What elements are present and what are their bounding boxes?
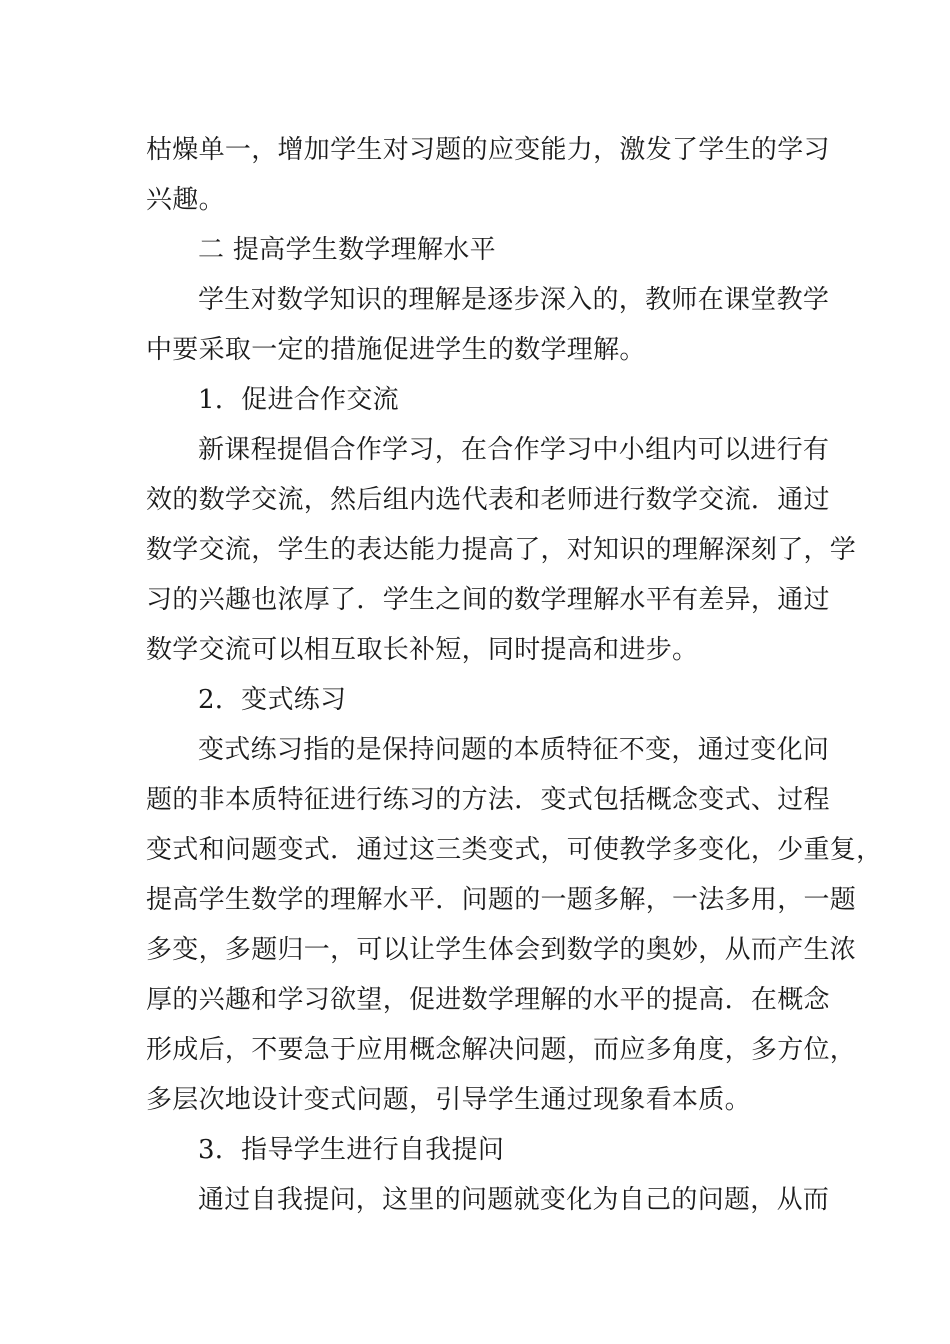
paragraph-line: 学生对数学知识的理解是逐步深入的，教师在课堂教学 <box>198 285 830 315</box>
paragraph-line: 兴趣。 <box>146 185 225 215</box>
paragraph-line: 中要采取一定的措施促进学生的数学理解。 <box>146 335 646 365</box>
subsection-heading: 2．变式练习 <box>198 685 347 715</box>
paragraph-line: 变式和问题变式．通过这三类变式，可使教学多变化，少重复， <box>146 835 883 865</box>
paragraph-line: 题的非本质特征进行练习的方法．变式包括概念变式、过程 <box>146 785 830 815</box>
paragraph-line: 厚的兴趣和学习欲望，促进数学理解的水平的提高．在概念 <box>146 985 830 1015</box>
paragraph-line: 新课程提倡合作学习，在合作学习中小组内可以进行有 <box>198 435 830 465</box>
paragraph-line: 效的数学交流，然后组内选代表和老师进行数学交流．通过 <box>146 485 830 515</box>
subsection-heading: 1．促进合作交流 <box>198 385 399 415</box>
paragraph-line: 多层次地设计变式问题，引导学生通过现象看本质。 <box>146 1085 751 1115</box>
paragraph-line: 形成后，不要急于应用概念解决问题，而应多角度，多方位， <box>146 1035 857 1065</box>
paragraph-line: 通过自我提问，这里的问题就变化为自己的问题，从而 <box>198 1185 830 1215</box>
subsection-heading: 3．指导学生进行自我提问 <box>198 1135 505 1165</box>
section-heading: 二 提高学生数学理解水平 <box>198 235 496 265</box>
paragraph-line: 数学交流可以相互取长补短，同时提高和进步。 <box>146 635 699 665</box>
paragraph-line: 提高学生数学的理解水平．问题的一题多解，一法多用，一题 <box>146 885 857 915</box>
paragraph-line: 多变，多题归一，可以让学生体会到数学的奥妙，从而产生浓 <box>146 935 857 965</box>
paragraph-line: 习的兴趣也浓厚了．学生之间的数学理解水平有差异，通过 <box>146 585 830 615</box>
paragraph-line: 数学交流，学生的表达能力提高了，对知识的理解深刻了，学 <box>146 535 857 565</box>
paragraph-line: 枯燥单一，增加学生对习题的应变能力，激发了学生的学习 <box>146 135 830 165</box>
paragraph-line: 变式练习指的是保持问题的本质特征不变，通过变化问 <box>198 735 830 765</box>
